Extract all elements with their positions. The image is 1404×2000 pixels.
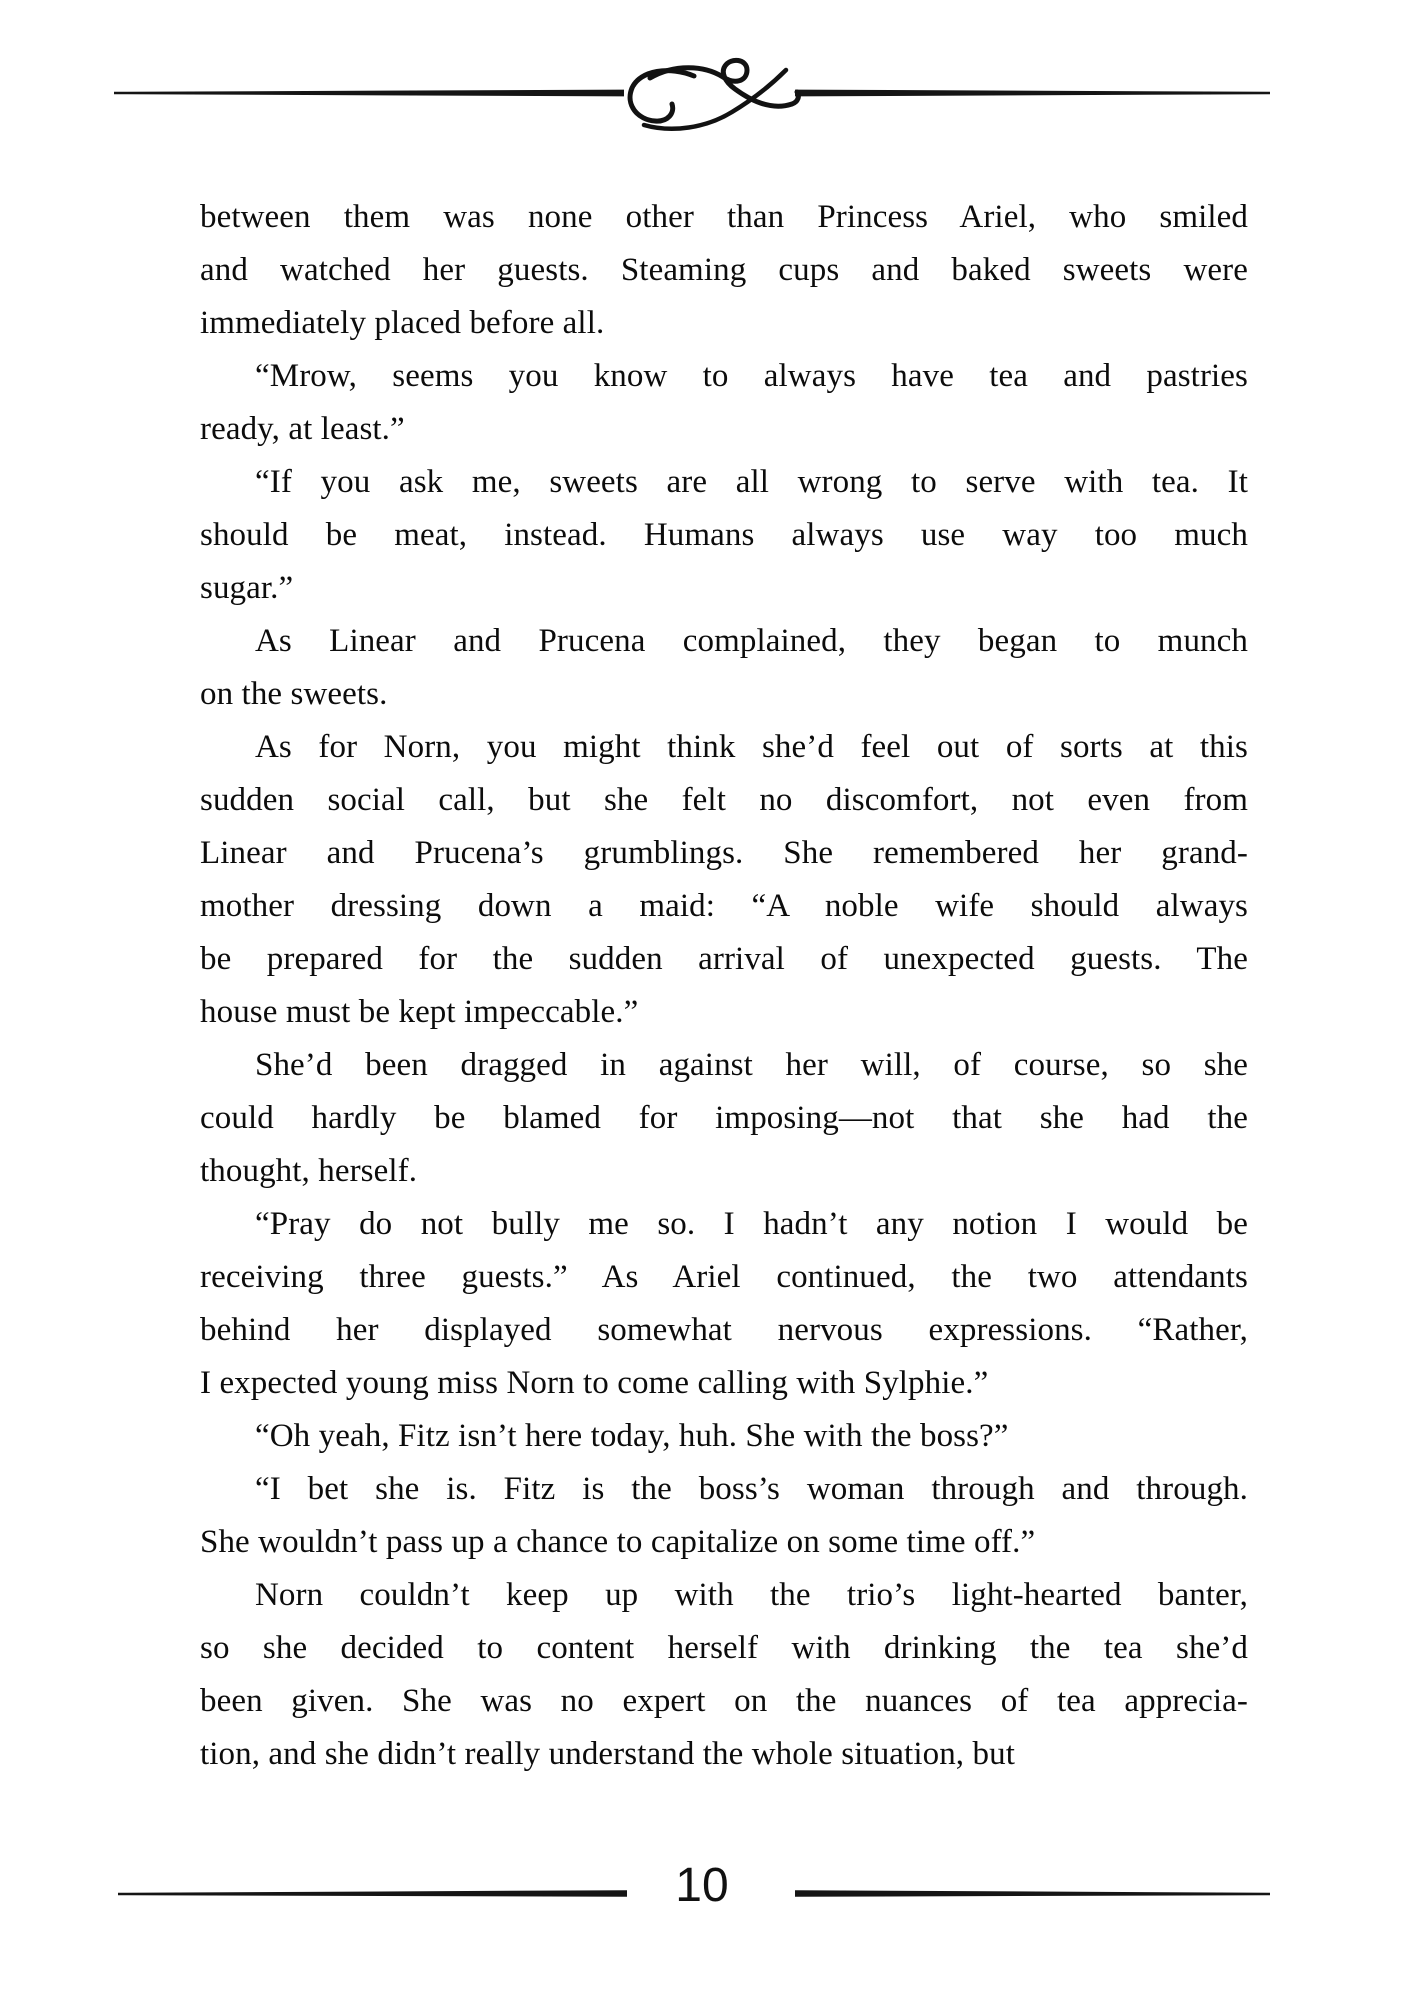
text-line: As Linear and Prucena complained, they began to munch	[255, 623, 1248, 659]
text-line: and watched her guests. Steaming cups and baked sweets were	[200, 252, 1248, 288]
text-line: on the sweets.	[200, 676, 388, 712]
text-line: be prepared for the sudden arrival of unexpected guests. The	[200, 941, 1248, 977]
calligraphic-flourish-icon	[630, 60, 798, 128]
text-line: immediately placed before all.	[200, 305, 605, 341]
text-line: Norn couldn’t keep up with the trio’s light-hearted banter,	[255, 1577, 1248, 1613]
text-line: As for Norn, you might think she’d feel out of sorts at this	[255, 729, 1248, 765]
text-line: ready, at least.”	[200, 411, 405, 447]
tapered-rule-right-icon	[795, 1890, 1270, 1897]
text-line: She wouldn’t pass up a chance to capitalize on some time off.”	[200, 1524, 1036, 1560]
tapered-rule-left-icon	[118, 1890, 627, 1897]
text-line: Linear and Prucena’s grumblings. She remembered her grand-	[200, 835, 1248, 871]
text-line: receiving three guests.” As Ariel continued, the two attendants	[200, 1259, 1248, 1295]
text-line: “Oh yeah, Fitz isn’t here today, huh. She with the boss?”	[255, 1418, 1009, 1454]
text-line: sugar.”	[200, 570, 294, 606]
text-line: “I bet she is. Fitz is the boss’s woman through and through.	[255, 1471, 1248, 1507]
tapered-rule-right-icon	[795, 90, 1270, 97]
text-line: thought, herself.	[200, 1153, 418, 1189]
header-divider	[0, 0, 1404, 150]
text-line: She’d been dragged in against her will, of course, so she	[255, 1047, 1248, 1083]
text-line: could hardly be blamed for imposing—not that she had the	[200, 1100, 1248, 1136]
footer-divider	[0, 1884, 1404, 1904]
text-line: between them was none other than Princess Ariel, who smiled	[200, 199, 1248, 235]
text-line: tion, and she didn’t really understand the whole situation, but	[200, 1736, 1015, 1772]
text-line: I expected young miss Norn to come calling with Sylphie.”	[200, 1365, 989, 1401]
text-line: “If you ask me, sweets are all wrong to serve with tea. It	[255, 464, 1248, 500]
text-line: “Pray do not bully me so. I hadn’t any notion I would be	[255, 1206, 1248, 1242]
text-line: been given. She was no expert on the nuances of tea apprecia-	[200, 1683, 1248, 1719]
text-line: behind her displayed somewhat nervous expressions. “Rather,	[200, 1312, 1248, 1348]
page-number: 10	[675, 1859, 729, 1912]
text-line: mother dressing down a maid: “A noble wife should always	[200, 888, 1248, 924]
text-line: sudden social call, but she felt no discomfort, not even from	[200, 782, 1248, 818]
text-line: should be meat, instead. Humans always use way too much	[200, 517, 1248, 553]
text-line: “Mrow, seems you know to always have tea and pastries	[255, 358, 1248, 394]
text-column	[200, 191, 1248, 1781]
text-line: house must be kept impeccable.”	[200, 994, 639, 1030]
tapered-rule-left-icon	[114, 90, 624, 97]
text-line: so she decided to content herself with drinking the tea she’d	[200, 1630, 1248, 1666]
